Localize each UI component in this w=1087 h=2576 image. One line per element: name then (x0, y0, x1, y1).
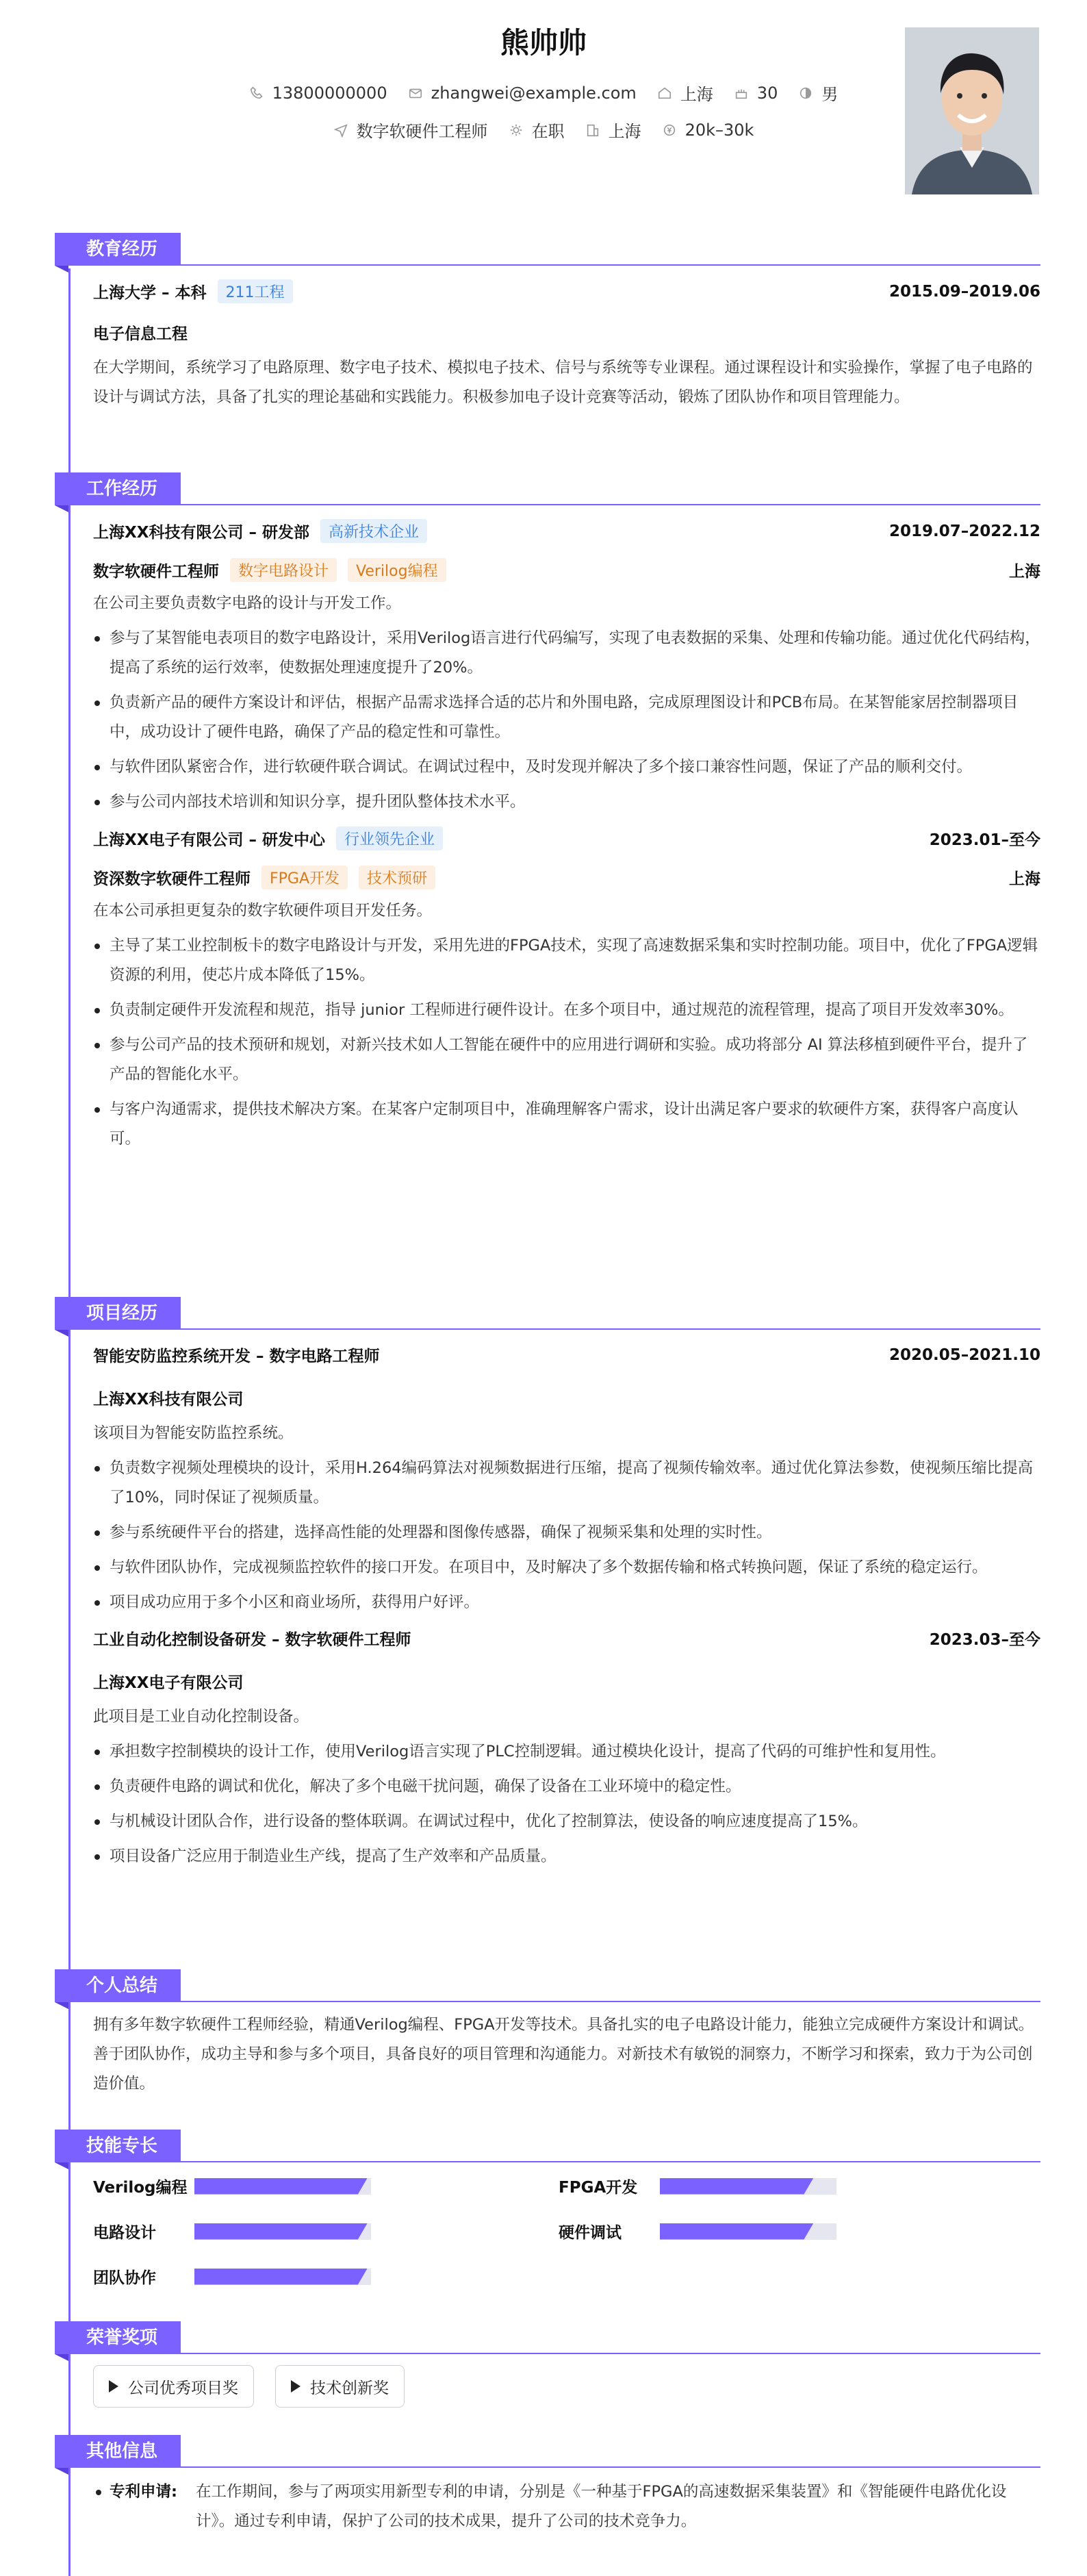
company-tag: 行业领先企业 (336, 826, 443, 850)
skill-label: FPGA开发 (559, 2179, 638, 2197)
work-section (55, 472, 1040, 1148)
list-item: 参与了某智能电表项目的数字电路设计，采用Verilog语言进行代码编写，实现了电表数据的采集、处理和传输功能。通过优化代码结构，提高了系统的运行效率，使数据处理速度提升了20%。 (93, 624, 1040, 683)
project-company-row (93, 1387, 1040, 1409)
work-date: 2019.07–2022.12 (888, 522, 1040, 540)
education-desc: 在大学期间，系统学习了电路原理、数字电子技术、模拟电子技术、信号与系统等专业课程。通过课程设计和实验操作，掌握了电子电路的设计与调试方法，具备了扎实的理论基础和实践能力。积极参加电子设计竞赛等活动，锻炼了团队协作和项目管理能力。 (93, 359, 1033, 406)
skill-bar (194, 2269, 371, 2285)
company-row (93, 826, 1040, 850)
work-header (55, 472, 1040, 505)
other-content (93, 2477, 1040, 2536)
building-icon (585, 123, 600, 138)
work-intro: 在本公司承担更复杂的数字软硬件项目开发任务。 (93, 902, 433, 920)
company-tag: 高新技术企业 (320, 519, 427, 543)
skill-tag: Verilog编程 (348, 558, 446, 582)
skill-item (93, 2265, 371, 2288)
award-item (93, 2365, 254, 2408)
salary-text: 20k–30k (685, 120, 754, 140)
candidate-name: 熊帅帅 (500, 26, 587, 60)
skill-tag: 数字电路设计 (230, 558, 337, 582)
list-item: 与软件团队协作，完成视频监控软件的接口开发。在项目中，及时解决了多个数据传输和格式转换问题，保证了系统的稳定运行。 (93, 1553, 1040, 1582)
list-item: 负责制定硬件开发流程和规范，指导 junior 工程师进行硬件设计。在多个项目中，通过规范的流程管理，提高了项目开发效率30%。 (93, 996, 1040, 1025)
list-item: 承担数字控制模块的设计工作，使用Verilog语言实现了PLC控制逻辑。通过模块化设计，提高了代码的可维护性和复用性。 (93, 1737, 1040, 1767)
city-item (585, 118, 641, 142)
skill-tag: FPGA开发 (261, 866, 348, 889)
job-text: 数字软硬件工程师 (356, 122, 488, 141)
skill-fill (194, 2223, 368, 2240)
project-date: 2020.05–2021.10 (888, 1346, 1040, 1364)
city-text: 上海 (608, 122, 641, 141)
skill-label: 电路设计 (93, 2224, 156, 2242)
skill-item (93, 2220, 371, 2243)
awards-section (55, 2321, 1040, 2397)
skill-fill (660, 2178, 813, 2195)
phone-item (249, 84, 387, 103)
major-row (93, 321, 1040, 344)
skill-fill (194, 2178, 368, 2195)
phone-text: 13800000000 (272, 83, 387, 103)
list-item: 参与系统硬件平台的搭建，选择高性能的处理器和图像传感器，确保了视频采集和处理的实时性。 (93, 1518, 1040, 1548)
section-title: 技能专长 (55, 2130, 181, 2162)
section-divider (55, 2001, 1040, 2002)
summary-content (93, 2010, 1040, 2099)
project-bullets (93, 1737, 1040, 1871)
skill-bar (660, 2178, 836, 2195)
school-name: 上海大学 – 本科 (93, 284, 207, 302)
section-title: 项目经历 (55, 1297, 181, 1330)
skill-item (93, 2175, 371, 2197)
school-tag: 211工程 (218, 279, 293, 303)
bullet-dot (96, 2490, 101, 2495)
other-section (55, 2435, 1040, 2530)
project-company: 上海XX科技有限公司 (93, 1391, 244, 1409)
age-icon (734, 86, 749, 101)
list-item: 与客户沟通需求，提供技术解决方案。在某客户定制项目中，准确理解客户需求，设计出满足客户要求的软硬件方案，获得客户高度认可。 (93, 1095, 1040, 1154)
send-icon (333, 123, 348, 138)
gender-icon (798, 86, 813, 101)
age-item (734, 84, 778, 103)
job-title: 资深数字软硬件工程师 (93, 870, 251, 888)
project-name: 工业自动化控制设备研发 – 数字软硬件工程师 (93, 1631, 411, 1649)
project-row (93, 1627, 1040, 1650)
section-divider (55, 2353, 1040, 2354)
location-item (657, 81, 713, 105)
company-name: 上海XX科技有限公司 – 研发部 (93, 524, 309, 542)
list-item: 负责数字视频处理模块的设计，采用H.264编码算法对视频数据进行压缩，提高了视频传输效率。通过优化算法参数，使视频压缩比提高了10%，同时保证了视频质量。 (93, 1454, 1040, 1513)
work-bullets (93, 624, 1040, 817)
project-header (55, 1297, 1040, 1330)
section-divider (55, 504, 1040, 505)
section-divider (55, 264, 1040, 266)
gender-text: 男 (821, 85, 839, 104)
skill-label: 硬件调试 (559, 2224, 622, 2242)
list-item: 主导了某工业控制板卡的数字电路设计与开发，采用先进的FPGA技术，实现了高速数据采集和实时控制功能。项目中，优化了FPGA逻辑资源的利用，使芯片成本降低了15%。 (93, 931, 1040, 990)
skill-bar (194, 2178, 371, 2195)
project-section (55, 1297, 1040, 1865)
project-company-row (93, 1670, 1040, 1693)
company-row (93, 519, 1040, 543)
skills-header (55, 2130, 1040, 2162)
salary-icon (662, 123, 677, 138)
work-bullets (93, 931, 1040, 1154)
skill-label: 团队协作 (93, 2269, 156, 2287)
mail-icon (408, 86, 423, 101)
education-date: 2015.09–2019.06 (888, 282, 1040, 301)
avatar (905, 27, 1039, 194)
status-text: 在职 (531, 122, 565, 141)
education-content (93, 279, 1040, 412)
list-item: 负责硬件电路的调试和优化，解决了多个电磁干扰问题，确保了设备在工业环境中的稳定性。 (93, 1772, 1040, 1802)
gender-item (798, 81, 838, 105)
phone-icon (249, 86, 264, 101)
list-item: 参与公司产品的技术预研和规划，对新兴技术如人工智能在硬件中的应用进行调研和实验。成功将部分 AI 算法移植到硬件平台，提升了产品的智能化水平。 (93, 1031, 1040, 1089)
project-row (93, 1343, 1040, 1366)
location-text: 上海 (680, 85, 713, 104)
other-label: 专利申请: (110, 2483, 177, 2501)
education-section (55, 233, 1040, 406)
award-item (275, 2365, 405, 2408)
education-row (93, 279, 1040, 303)
list-item: 与软件团队紧密合作，进行软硬件联合调试。在调试过程中，及时发现并解决了多个接口兼容性问题，保证了产品的顺利交付。 (93, 753, 1040, 782)
section-title: 荣誉奖项 (55, 2321, 181, 2354)
skill-tag: 技术预研 (359, 866, 435, 889)
project-date: 2023.03–至今 (929, 1631, 1040, 1649)
skill-bar (194, 2223, 371, 2240)
project-intro: 该项目为智能安防监控系统。 (93, 1424, 294, 1442)
work-intro: 在公司主要负责数字电路的设计与开发工作。 (93, 594, 402, 612)
summary-section (55, 1969, 1040, 2093)
skill-label: Verilog编程 (93, 2179, 188, 2197)
skill-bar (660, 2223, 836, 2240)
section-title: 工作经历 (55, 472, 181, 505)
home-icon (657, 86, 672, 101)
play-icon (109, 2380, 118, 2392)
project-name: 智能安防监控系统开发 – 数字电路工程师 (93, 1348, 380, 1365)
email-text: zhangwei@example.com (431, 83, 637, 103)
salary-item (662, 121, 754, 140)
gear-icon (509, 123, 524, 138)
section-divider (55, 2161, 1040, 2162)
other-text: 在工作期间，参与了两项实用新型专利的申请，分别是《一种基于FPGA的高速数据采集装置》和《智能硬件电路优化设计》。通过专利申请，保护了公司的技术成果，提升了公司的技术竞争力。 (196, 2483, 1007, 2530)
profile-photo (905, 27, 1039, 194)
title-row (93, 558, 1040, 582)
email-item (408, 84, 637, 103)
section-title: 教育经历 (55, 233, 181, 266)
section-title: 其他信息 (55, 2435, 181, 2468)
list-item: 负责新产品的硬件方案设计和评估，根据产品需求选择合适的芯片和外围电路，完成原理图设计和PCB布局。在某智能家居控制器项目中，成功设计了硬件电路，确保了产品的稳定性和可靠性。 (93, 688, 1040, 747)
section-divider (55, 1328, 1040, 1330)
summary-header (55, 1969, 1040, 2002)
list-item: 参与公司内部技术培训和知识分享，提升团队整体技术水平。 (93, 787, 1040, 817)
list-item: 项目成功应用于多个小区和商业场所，获得用户好评。 (93, 1588, 1040, 1617)
skills-section (55, 2130, 1040, 2287)
section-divider (55, 2466, 1040, 2468)
company-name: 上海XX电子有限公司 – 研发中心 (93, 831, 325, 849)
award-label: 公司优秀项目奖 (128, 2379, 238, 2397)
awards-header (55, 2321, 1040, 2354)
other-header (55, 2435, 1040, 2468)
skill-fill (194, 2269, 368, 2285)
summary-text: 拥有多年数字软硬件工程师经验，精通Verilog编程、FPGA开发等技术。具备扎实的电子电路设计能力，能独立完成硬件方案设计和调试。善于团队协作，成功主导和参与多个项目，具备良好的项目管理和沟通能力。对新技术有敏锐的洞察力，不断学习和探索，致力于为公司创造价值。 (93, 2016, 1034, 2093)
education-header (55, 233, 1040, 266)
work-date: 2023.01–至今 (929, 831, 1040, 849)
project-company: 上海XX电子有限公司 (93, 1674, 244, 1692)
project-intro: 此项目是工业自动化控制设备。 (93, 1708, 309, 1726)
age-text: 30 (756, 83, 778, 103)
title-row (93, 866, 1040, 889)
status-item (509, 118, 565, 142)
major-name: 电子信息工程 (93, 325, 188, 343)
skill-fill (660, 2223, 813, 2240)
list-item: 项目设备广泛应用于制造业生产线，提高了生产效率和产品质量。 (93, 1842, 1040, 1871)
work-city: 上海 (1009, 870, 1040, 888)
project-content (93, 1343, 1040, 1871)
award-label: 技术创新奖 (310, 2379, 389, 2397)
work-content (93, 519, 1040, 1154)
section-title: 个人总结 (55, 1969, 181, 2002)
job-title: 数字软硬件工程师 (93, 563, 219, 581)
skill-item (559, 2175, 836, 2197)
project-bullets (93, 1454, 1040, 1617)
work-city: 上海 (1009, 563, 1040, 581)
play-icon (291, 2380, 300, 2392)
list-item: 与机械设计团队合作，进行设备的整体联调。在调试过程中，优化了控制算法，使设备的响应速度提高了15%。 (93, 1807, 1040, 1836)
timeline-rule (68, 268, 71, 2576)
job-item (333, 118, 488, 142)
other-item (93, 2477, 1040, 2536)
skill-item (559, 2220, 836, 2243)
